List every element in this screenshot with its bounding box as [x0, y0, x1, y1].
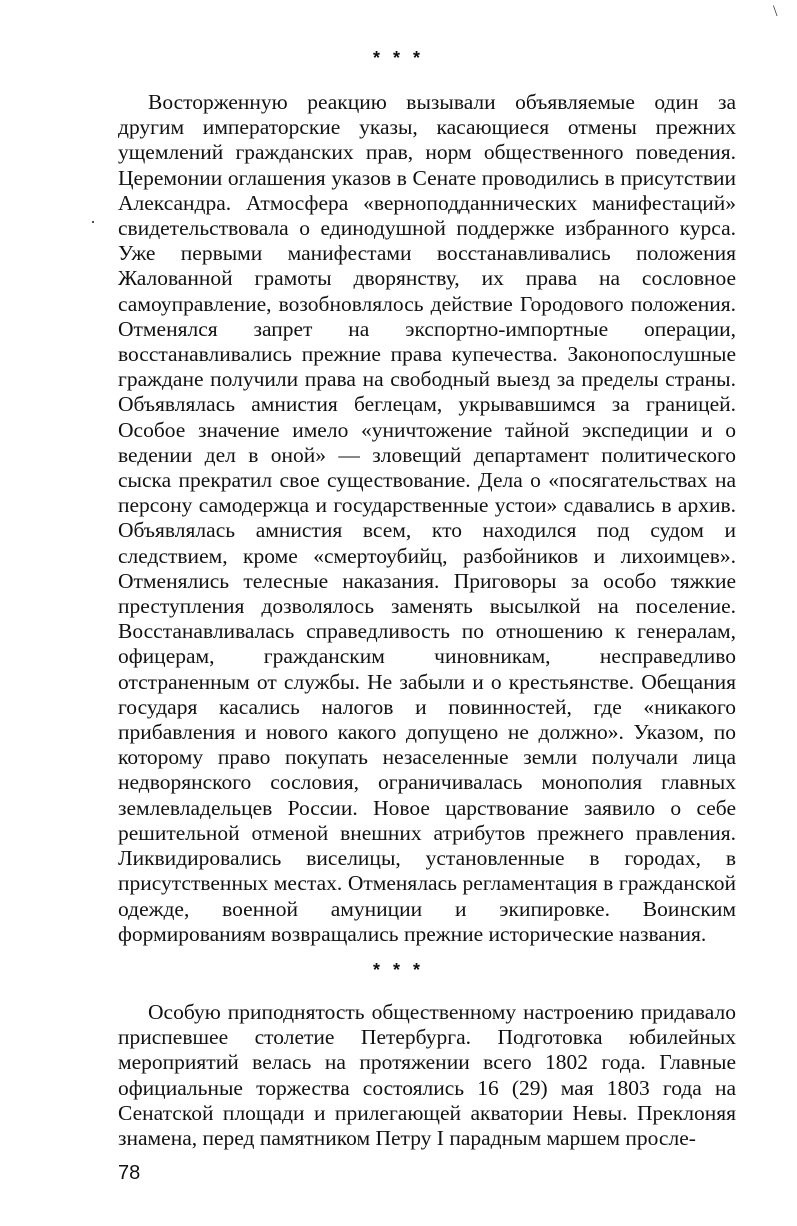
margin-dot: · — [90, 212, 96, 232]
section-separator-middle: * * * — [372, 960, 425, 980]
paragraph-petersburg-centenary: Особую приподнятость общественному настроению придавало приспевшее столетие Петербурга. Подготовка юбилейных мероприятий велась на протяжении всего 1802 года. Главные официальные торжества состоялись 16 (29) мая 1803 года на Сенатской площади и прилегающей акватории Невы. Преклоняя знамена, перед памятником Петру I парадным маршем просле- — [118, 1000, 736, 1151]
page-number: 78 — [118, 1162, 141, 1184]
scan-corner-mark: \ — [773, 3, 778, 20]
paragraph-decrees: Восторженную реакцию вызывали объявляемые один за другим императорские указы, касающиеся отмены прежних ущемлений гражданских прав, норм общественного поведения. Церемонии оглашения указов в Сенате проводились в присутствии Александра. Атмосфера «верноподданнических манифестаций» свидетельствовала о единодушной поддержке избранного курса. Уже первыми манифестами восстанавливались положения Жалованной грамоты дворянству, их права на сословное самоуправление, возобновлялось действие Городового положения. Отменялся запрет на экспортно-импортные операции, восстанавливались прежние права купечества. Законопослушные граждане получили права на свободный выезд за пределы страны. Объявлялась амнистия беглецам, укрывавшимся за границей. Особое значение имело «уничтожение тайной экспедиции и о ведении дел в оной» — зловещий департамент политического сыска прекратил свое существование. Дела о «посягательствах на персону самодержца и государственные устои» сдавались в архив. Объявлялась амнистия всем, кто находился под судом и следствием, кроме «смертоубийц, разбойников и лихоимцев». Отменялись телесные наказания. Приговоры за особо тяжкие преступления дозволялось заменять высылкой на поселение. Восстанавливалась справедливость по отношению к генералам, офицерам, гражданским чиновникам, несправедливо отстраненным от службы. Не забыли и о крестьянстве. Обещания государя касались налогов и повинностей, где «никакого прибавления и нового какого допущено не должно». Указом, по которому право покупать незаселенные земли получали лица недворянского сословия, ограничивалась монополия главных землевладельцев России. Новое царствование заявило о себе решительной отменой внешних атрибутов прежнего правления. Ликвидировались виселицы, установленные в городах, в присутственных местах. Отменялась регламентация в гражданской одежде, военной амуниции и экипировке. Воинским формированиям возвращались прежние исторические названия. — [118, 90, 736, 946]
section-separator-top: * * * — [372, 48, 425, 68]
